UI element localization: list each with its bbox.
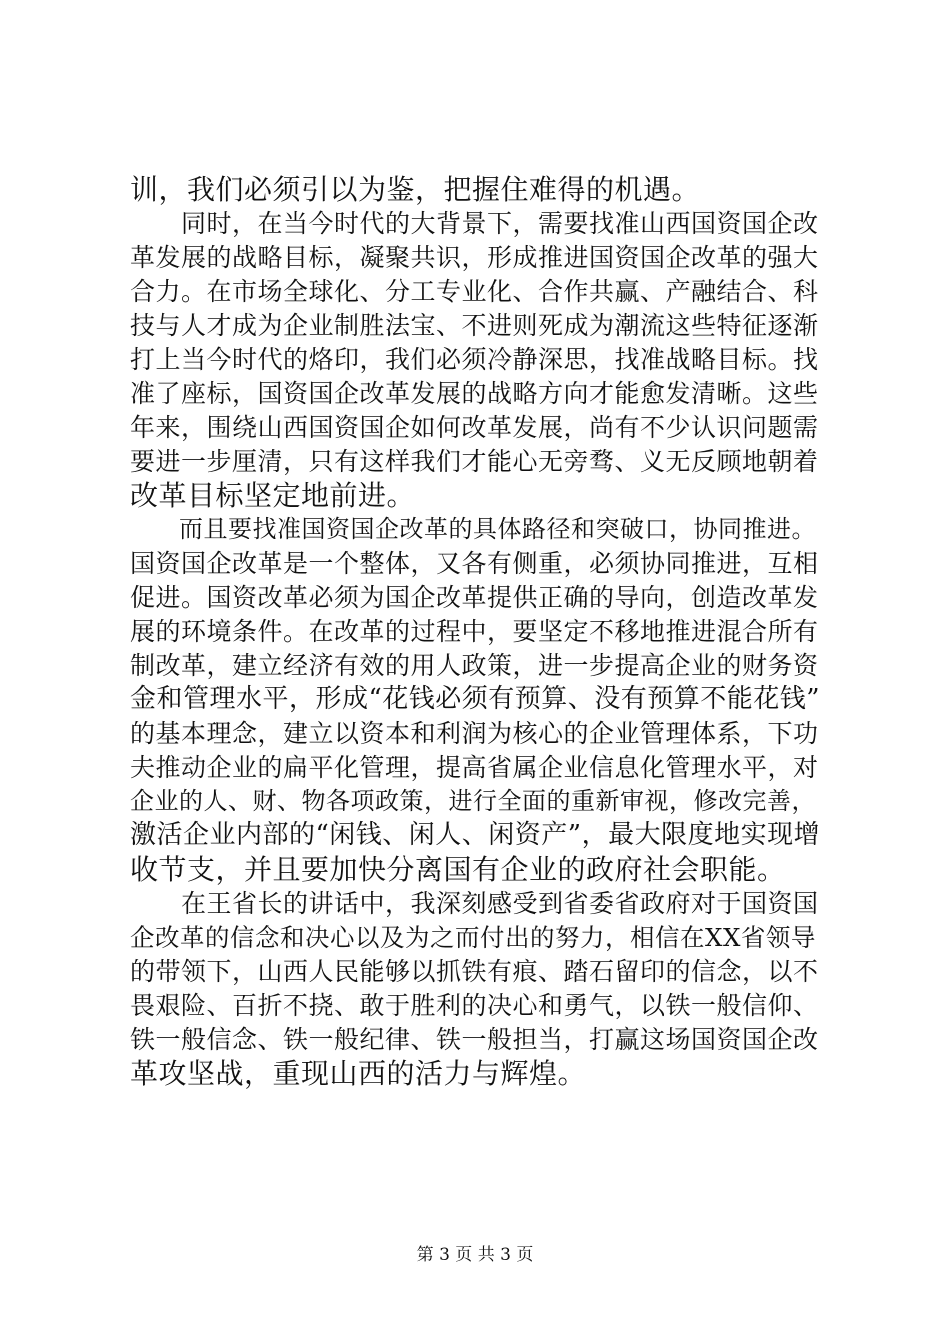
text-line: 而且要找准国资国企改革的具体路径和突破口，协同推进。	[130, 515, 816, 543]
text-line: 的带领下，山西人民能够以抓铁有痕、踏石留印的信念，以不	[130, 957, 819, 986]
text-line: 促进。国资改革必须为国企改革提供正确的导向，创造改革发	[130, 583, 819, 612]
text-line: 改革目标坚定地前进。	[130, 479, 416, 512]
text-line: 准了座标，国资国企改革发展的战略方向才能愈发清晰。这些	[130, 379, 819, 408]
text-line: 国资国企改革是一个整体，又各有侧重，必须协同推进，互相	[130, 549, 819, 578]
text-line: 铁一般信念、铁一般纪律、铁一般担当，打赢这场国资国企改	[130, 1025, 819, 1054]
text-line: 制改革，建立经济有效的用人政策，进一步提高企业的财务资	[130, 651, 819, 680]
text-line: 企改革的信念和决心以及为之而付出的努力，相信在XX省领导	[130, 923, 816, 952]
text-line: 金和管理水平，形成“花钱必须有预算、没有预算不能花钱”	[130, 684, 821, 714]
text-line: 畏艰险、百折不挠、敢于胜利的决心和勇气，以铁一般信仰、	[130, 991, 819, 1020]
page-number-footer: 第 3 页 共 3 页	[416, 1245, 534, 1265]
text-line: 训，我们必须引以为鉴，把握住难得的机遇。	[130, 173, 701, 206]
text-line: 革发展的战略目标，凝聚共识，形成推进国资国企改革的强大	[130, 243, 819, 272]
text-line: 合力。在市场全球化、分工专业化、合作共赢、产融结合、科	[130, 277, 819, 306]
text-line: 激活企业内部的“闲钱、闲人、闲资产”，最大限度地实现增	[130, 820, 821, 850]
text-line: 打上当今时代的烙印，我们必须冷静深思，找准战略目标。找	[130, 345, 819, 374]
text-line: 年来，围绕山西国资国企如何改革发展，尚有不少认识问题需	[130, 413, 819, 442]
text-line: 展的环境条件。在改革的过程中，要坚定不移地推进混合所有	[130, 617, 819, 646]
text-line: 革攻坚战，重现山西的活力与辉煌。	[130, 1057, 587, 1090]
text-line: 夫推动企业的扁平化管理，提高省属企业信息化管理水平，对	[130, 753, 819, 782]
text-line: 的基本理念，建立以资本和利润为核心的企业管理体系，下功	[130, 719, 819, 748]
text-line: 同时，在当今时代的大背景下，需要找准山西国资国企改	[130, 209, 819, 238]
text-line: 在王省长的讲话中，我深刻感受到省委省政府对于国资国	[130, 889, 819, 918]
text-line: 要进一步厘清，只有这样我们才能心无旁骛、义无反顾地朝着	[130, 447, 819, 476]
text-line: 技与人才成为企业制胜法宝、不进则死成为潮流这些特征逐渐	[130, 311, 819, 340]
text-line: 收节支，并且要加快分离国有企业的政府社会职能。	[130, 853, 786, 886]
text-line: 企业的人、财、物各项政策，进行全面的重新审视，修改完善，	[130, 787, 816, 815]
